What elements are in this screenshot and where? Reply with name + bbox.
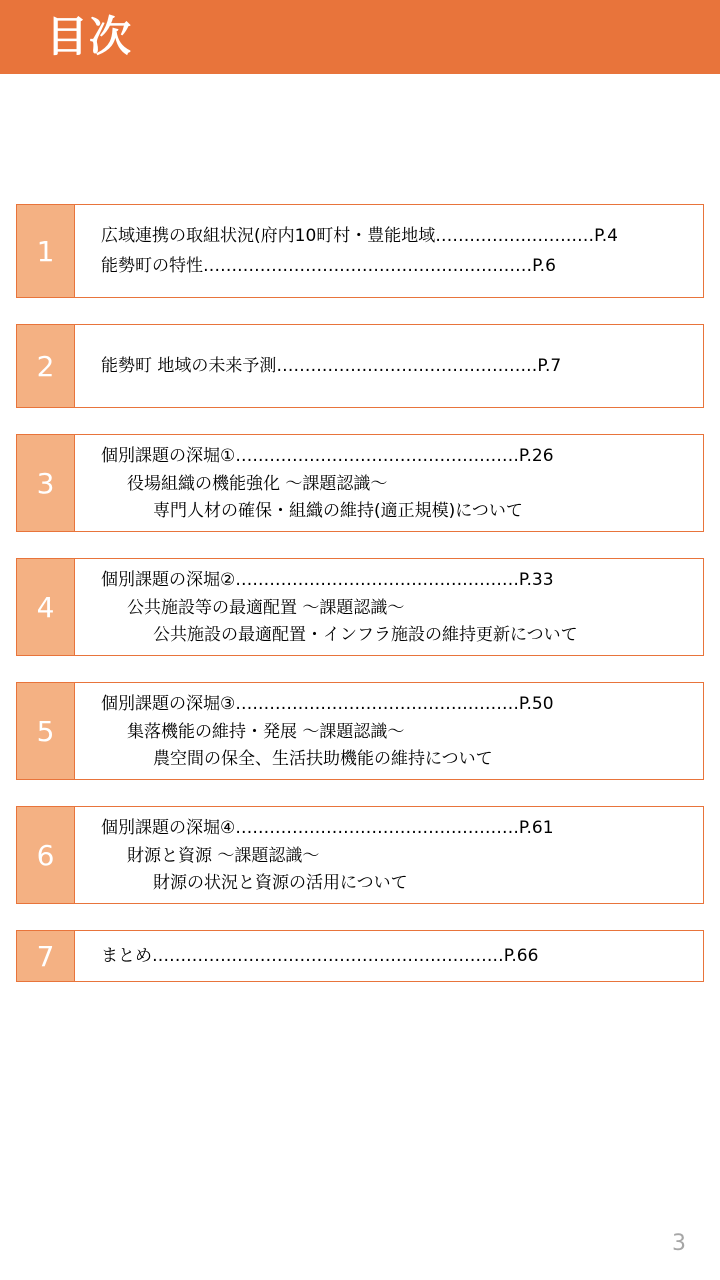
toc-entry-sub: 農空間の保全、生活扶助機能の維持について xyxy=(153,749,493,769)
toc-entry-sub: 役場組織の機能強化 ～課題認識～ xyxy=(127,474,388,494)
toc-row-number: 6 xyxy=(17,807,75,903)
toc-row-entries xyxy=(75,931,703,981)
toc-row-number: 3 xyxy=(17,435,75,531)
toc-row[interactable] xyxy=(16,806,704,904)
toc-row-entries xyxy=(75,325,703,407)
toc-row-number: 4 xyxy=(17,559,75,655)
toc-row-entries xyxy=(75,807,703,903)
toc-row[interactable] xyxy=(16,204,704,298)
toc-entry-sub: 財源と資源 ～課題認識～ xyxy=(127,846,320,866)
toc-entry-sub: 公共施設等の最適配置 ～課題認識～ xyxy=(127,598,405,618)
toc-row[interactable] xyxy=(16,434,704,532)
toc-row[interactable] xyxy=(16,558,704,656)
toc-entry-sub: 財源の状況と資源の活用について xyxy=(153,873,408,893)
toc-entry-sub: 公共施設の最適配置・インフラ施設の維持更新について xyxy=(153,625,578,645)
toc-row[interactable] xyxy=(16,682,704,780)
page-number: 3 xyxy=(672,1231,686,1256)
toc-entry[interactable]: 個別課題の深堀③‥‥‥‥‥‥‥‥‥‥‥‥‥‥‥‥‥‥‥‥‥‥‥‥‥P.50 xyxy=(101,694,554,714)
toc-entry-sub: 集落機能の維持・発展 ～課題認識～ xyxy=(127,722,405,742)
toc-entry[interactable]: まとめ‥‥‥‥‥‥‥‥‥‥‥‥‥‥‥‥‥‥‥‥‥‥‥‥‥‥‥‥‥‥‥P.66 xyxy=(101,946,539,966)
table-of-contents xyxy=(16,204,704,1008)
toc-row-number: 1 xyxy=(17,205,75,297)
toc-entry[interactable]: 能勢町の特性‥‥‥‥‥‥‥‥‥‥‥‥‥‥‥‥‥‥‥‥‥‥‥‥‥‥‥‥‥P.6 xyxy=(101,256,556,276)
page-title: 目次 xyxy=(46,12,133,61)
toc-entry-sub: 専門人材の確保・組織の維持(適正規模)について xyxy=(153,501,523,521)
toc-row[interactable] xyxy=(16,324,704,408)
toc-row-entries xyxy=(75,683,703,779)
toc-row[interactable] xyxy=(16,930,704,982)
toc-row-number: 5 xyxy=(17,683,75,779)
toc-entry[interactable]: 能勢町 地域の未来予測‥‥‥‥‥‥‥‥‥‥‥‥‥‥‥‥‥‥‥‥‥‥‥P.7 xyxy=(101,356,562,376)
toc-row-number: 2 xyxy=(17,325,75,407)
toc-row-entries xyxy=(75,559,703,655)
toc-row-entries xyxy=(75,205,703,297)
toc-row-entries xyxy=(75,435,703,531)
toc-row-number: 7 xyxy=(17,931,75,981)
toc-entry[interactable]: 個別課題の深堀④‥‥‥‥‥‥‥‥‥‥‥‥‥‥‥‥‥‥‥‥‥‥‥‥‥P.61 xyxy=(101,818,554,838)
toc-entry[interactable]: 個別課題の深堀①‥‥‥‥‥‥‥‥‥‥‥‥‥‥‥‥‥‥‥‥‥‥‥‥‥P.26 xyxy=(101,446,554,466)
toc-entry[interactable]: 個別課題の深堀②‥‥‥‥‥‥‥‥‥‥‥‥‥‥‥‥‥‥‥‥‥‥‥‥‥P.33 xyxy=(101,570,554,590)
toc-entry[interactable]: 広域連携の取組状況(府内10町村・豊能地域‥‥‥‥‥‥‥‥‥‥‥‥‥‥P.4 xyxy=(101,226,618,246)
